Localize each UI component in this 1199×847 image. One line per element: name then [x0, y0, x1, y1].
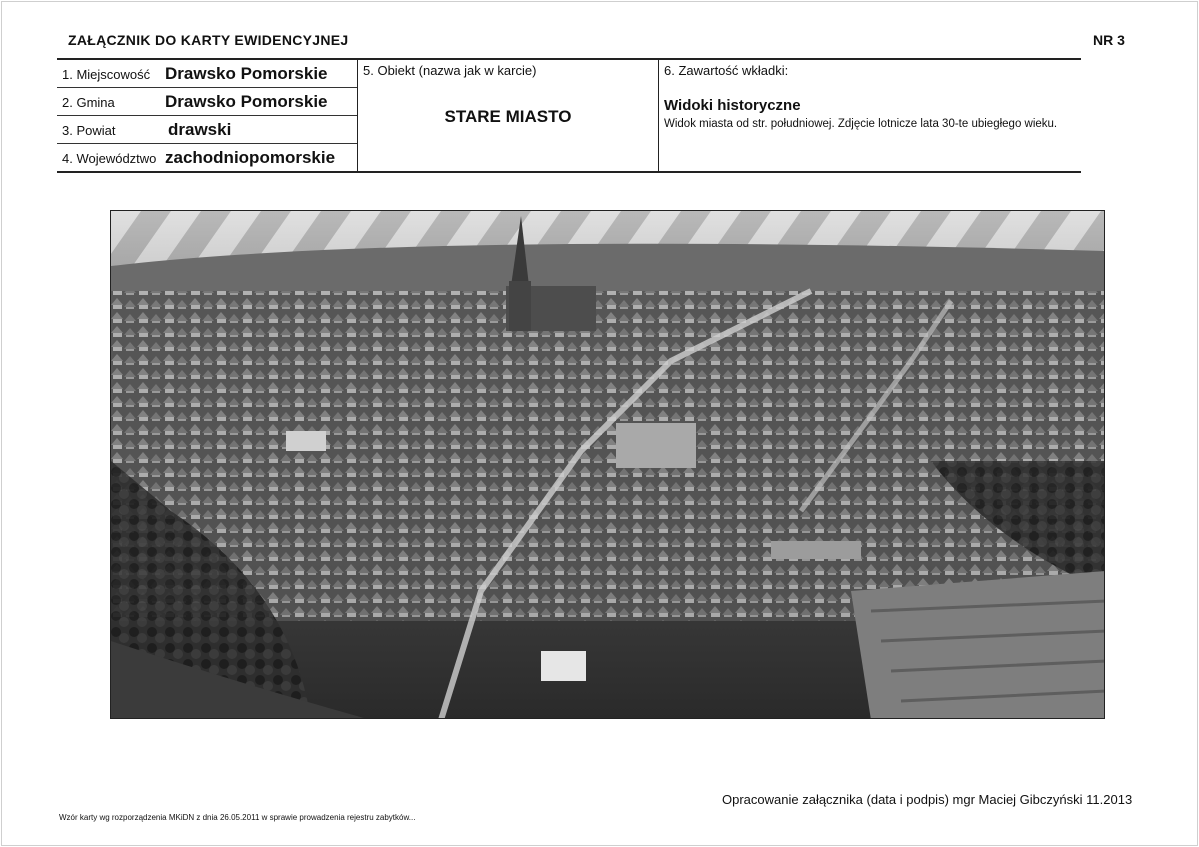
object-label: 5. Obiekt (nazwa jak w karcie): [363, 63, 537, 78]
author-signature-line: Opracowanie załącznika (data i podpis) mgr Maciej Gibczyński 11.2013: [722, 792, 1133, 807]
historical-aerial-photo: [110, 210, 1105, 719]
form-table: [57, 58, 1081, 173]
field-miejscowosc: [57, 60, 357, 88]
field-value: Drawsko Pomorskie: [165, 64, 328, 83]
contents-heading: Widoki historyczne: [664, 97, 801, 114]
field-value: zachodniopomorskie: [165, 148, 336, 167]
field-label: 1. Miejscowość: [62, 67, 151, 82]
field-powiat: [57, 116, 357, 144]
aerial-photo-illustration: [111, 211, 1105, 719]
contents-field: [659, 60, 1081, 171]
contents-description: Widok miasta od str. południowej. Zdjęcie lotnicze lata 30-te ubiegłego wieku.: [664, 118, 1058, 130]
field-gmina: [57, 88, 357, 116]
object-field: [358, 60, 658, 171]
field-label: 3. Powiat: [62, 123, 116, 138]
field-value: drawski: [168, 120, 232, 139]
regulation-note: Wzór karty wg rozporządzenia MKiDN z dnia 26.05.2011 w sprawie prowadzenia rejestru zabytków...: [59, 813, 416, 822]
field-label: 2. Gmina: [62, 95, 115, 110]
document-number: NR 3: [1093, 32, 1125, 48]
field-wojewodztwo: [57, 144, 357, 171]
object-value: STARE MIASTO: [444, 107, 572, 126]
field-label: 4. Województwo: [62, 151, 157, 166]
document-title: ZAŁĄCZNIK DO KARTY EWIDENCYJNEJ: [68, 32, 349, 48]
location-fields: [57, 60, 357, 171]
field-value: Drawsko Pomorskie: [165, 92, 328, 111]
contents-label: 6. Zawartość wkładki:: [664, 63, 789, 78]
